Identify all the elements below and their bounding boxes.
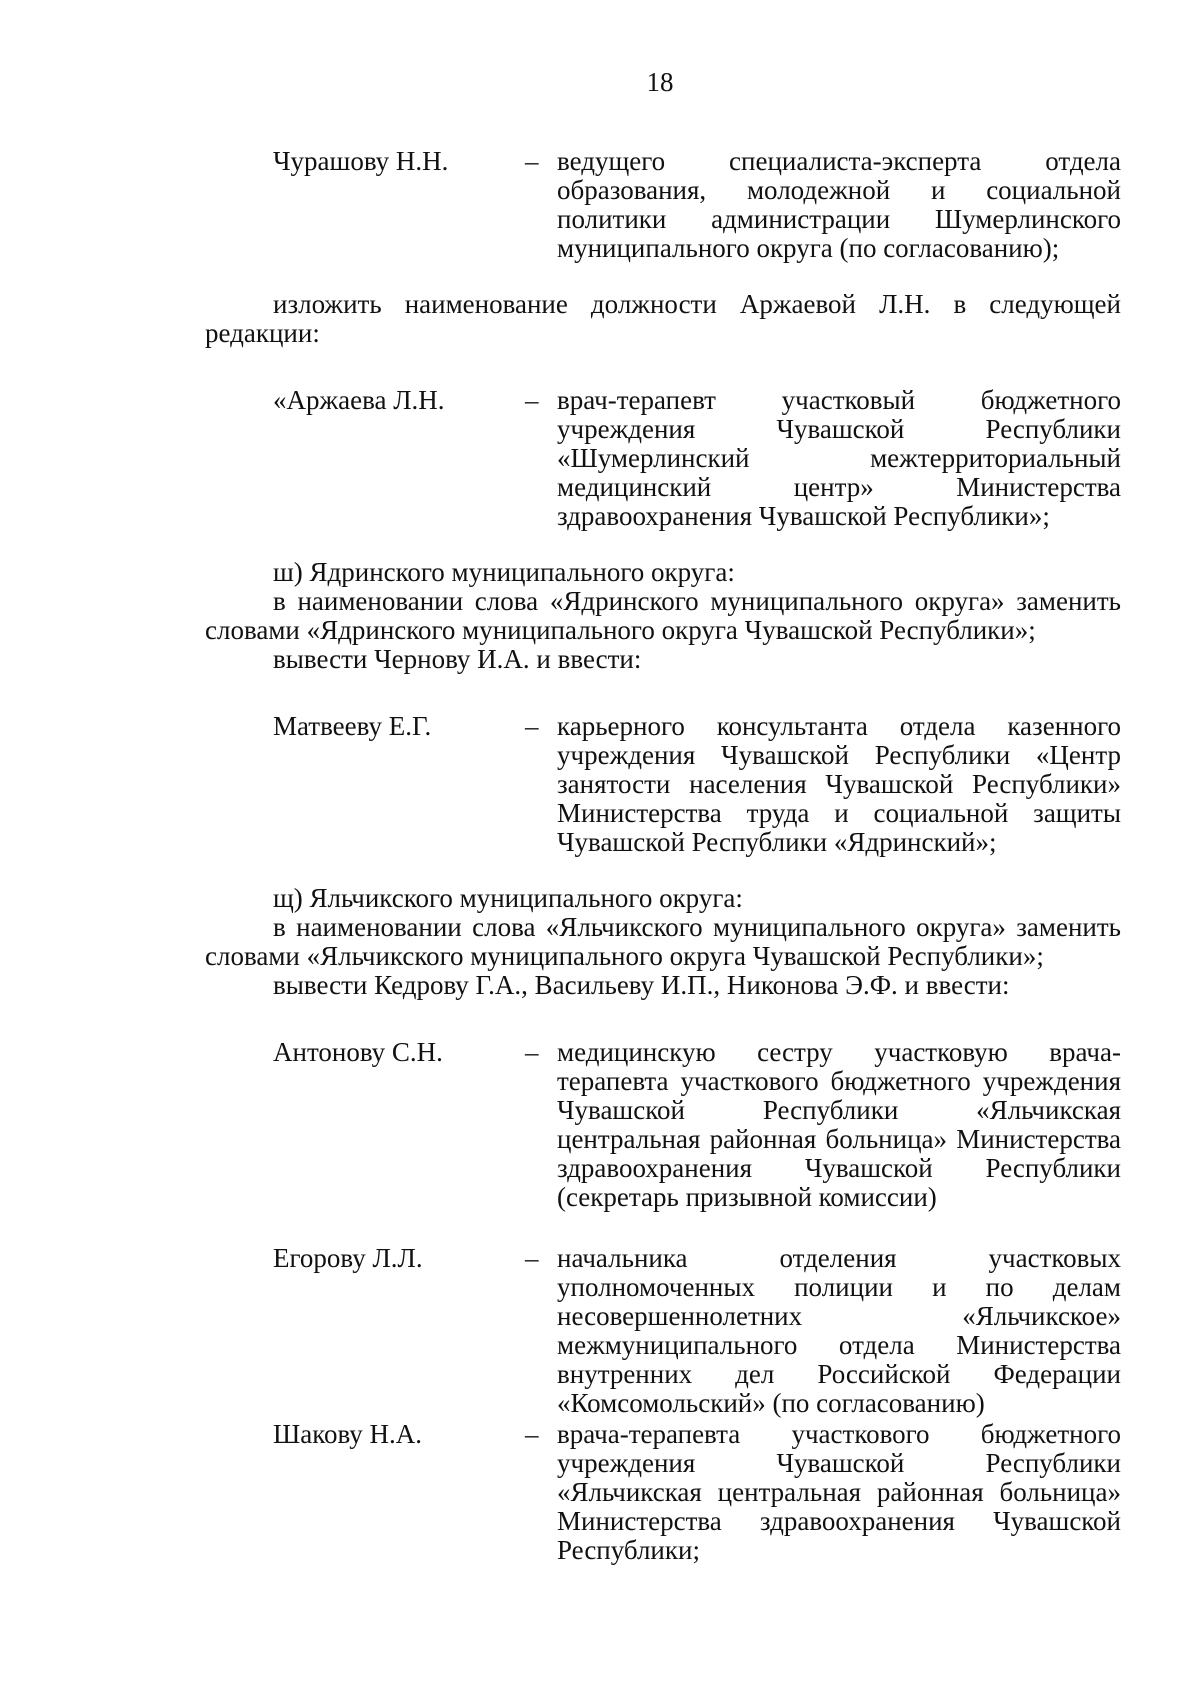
section-heading: щ) Яльчикского муниципального округа: — [273, 883, 743, 913]
dash-separator: – — [525, 1419, 539, 1449]
member-position: врач-терапевт участковый бюджетного учреждения Чувашской Республики «Шумерлинский межтерриториальный медицинский центр» Министерства здравоохранения Чувашской Республики»; — [557, 385, 1121, 531]
member-name: Егорову Л.Л. — [273, 1243, 423, 1273]
member-position: начальника отделения участковых уполномоченных полиции и по делам несовершеннолетних «Яльчикское» межмуниципального отдела Министерства внутренних дел Российской Федерации «Комсомольский» (по согласованию) — [557, 1243, 1121, 1418]
section-yadrinsky — [205, 558, 1121, 674]
member-name: Антонову С.Н. — [273, 1037, 443, 1067]
dash-separator: – — [525, 711, 539, 741]
member-name: Шакову Н.А. — [273, 1419, 423, 1449]
page-number: 18 — [646, 67, 674, 97]
section-replace-text: в наименовании слова «Яльчикского муниципального округа» заменить словами «Яльчикского муниципального округа Чувашской Республики»; — [205, 912, 1121, 971]
dash-separator: – — [525, 385, 539, 415]
section-heading: ш) Ядринского муниципального округа: — [273, 557, 735, 587]
section-remove-text: вывести Чернову И.А. и ввести: — [273, 644, 642, 674]
member-position: медицинскую сестру участковую врача-терапевта участкового бюджетного учреждения Чувашской Республики «Яльчикская центральная районная больница» Министерства здравоохранения Чувашской Республики (секретарь призывной комиссии) — [557, 1037, 1121, 1212]
dash-separator: – — [525, 1243, 539, 1273]
dash-separator: – — [525, 1037, 539, 1067]
member-name: «Аржаева Л.Н. — [273, 385, 445, 415]
amendment-text: изложить наименование должности Аржаевой Л.Н. в следующей редакции: — [205, 289, 1121, 348]
section-remove-text: вывести Кедрову Г.А., Васильеву И.П., Никонова Э.Ф. и ввести: — [273, 970, 1010, 1000]
member-name: Матвееву Е.Г. — [273, 711, 432, 741]
member-position: ведущего специалиста-эксперта отдела образования, молодежной и социальной политики администрации Шумерлинского муниципального округа (по согласованию); — [557, 146, 1121, 263]
section-yalchiksky — [205, 884, 1121, 1000]
section-replace-text: в наименовании слова «Ядринского муниципального округа» заменить словами «Ядринского муниципального округа Чувашской Республики»; — [205, 586, 1121, 645]
dash-separator: – — [525, 146, 539, 176]
member-position: врача-терапевта участкового бюджетного учреждения Чувашской Республики «Яльчикская центральная районная больница» Министерства здравоохранения Чувашской Республики; — [557, 1419, 1121, 1565]
amendment-paragraph-arzhaeva — [205, 290, 1121, 348]
member-position: карьерного консультанта отдела казенного учреждения Чувашской Республики «Центр занятости населения Чувашской Республики» Министерства труда и социальной защиты Чувашской Республики «Ядринский»; — [557, 711, 1121, 857]
member-name: Чурашову Н.Н. — [273, 146, 449, 176]
